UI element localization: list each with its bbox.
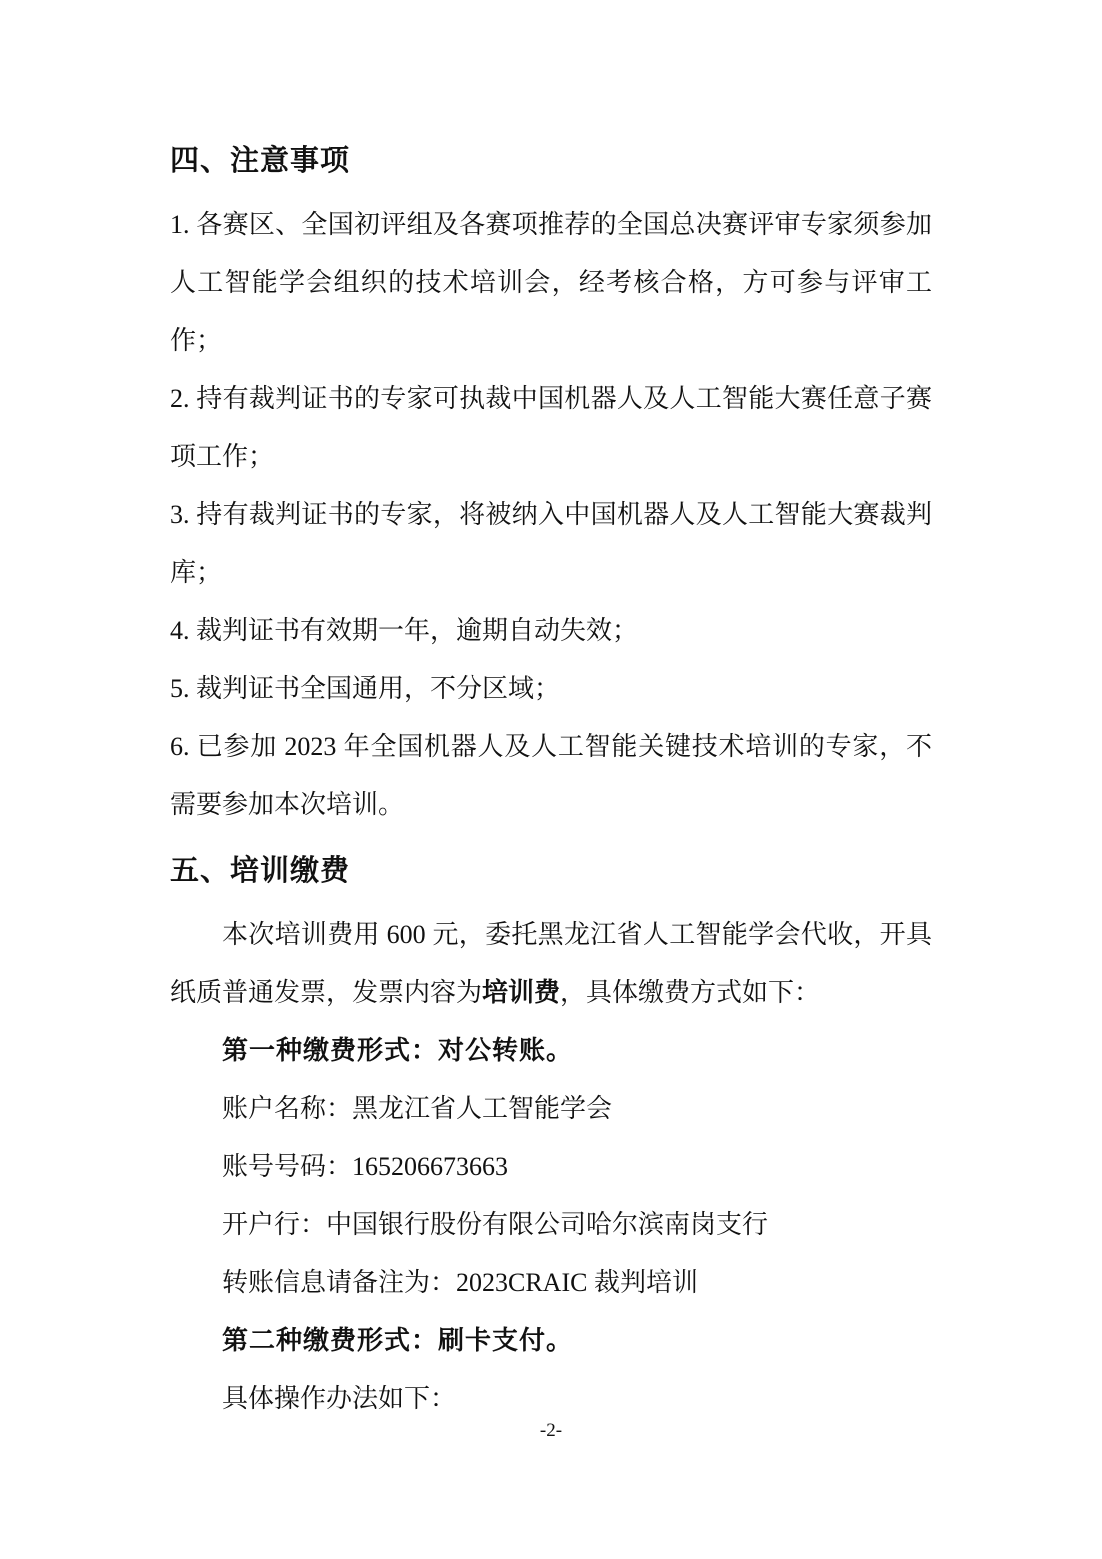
document-content (170, 132, 932, 1428)
payment-method1-heading: 第一种缴费形式：对公转账。 (222, 1036, 574, 1065)
payment-steps-intro: 具体操作办法如下： (222, 1384, 457, 1413)
payment-intro-part1: 本次培训费用 600 元，委托黑龙江省人工智能学会代收，开具纸质普通发票，发票内容为 (170, 920, 932, 1007)
notes-item-4: 4. 裁判证书有效期一年，逾期自动失效； (170, 616, 639, 645)
page-number: -2- (539, 1420, 563, 1441)
section-notes-heading: 四、注意事项 (170, 145, 351, 177)
notes-item-2: 2. 持有裁判证书的专家可执裁中国机器人及人工智能大赛任意子赛项工作； (170, 384, 932, 471)
payment-intro-invoice-item: 培训费 (482, 978, 561, 1007)
notes-item-1: 1. 各赛区、全国初评组及各赛项推荐的全国总决赛评审专家须参加人工智能学会组织的技术培训会，经考核合格，方可参与评审工作； (170, 210, 932, 355)
payment-method2-heading: 第二种缴费形式：刷卡支付。 (222, 1326, 574, 1355)
section-payment-heading: 五、培训缴费 (170, 855, 351, 887)
payment-account-number: 账号号码：165206673663 (222, 1152, 509, 1181)
payment-intro-paragraph (170, 906, 932, 1022)
payment-bank: 开户行：中国银行股份有限公司哈尔滨南岗支行 (222, 1210, 769, 1239)
payment-transfer-note: 转账信息请备注为：2023CRAIC 裁判培训 (222, 1268, 698, 1297)
notes-item-6: 6. 已参加 2023 年全国机器人及人工智能关键技术培训的专家，不需要参加本次培训。 (170, 732, 932, 819)
notes-item-3: 3. 持有裁判证书的专家，将被纳入中国机器人及人工智能大赛裁判库； (170, 500, 932, 587)
payment-account-name: 账户名称：黑龙江省人工智能学会 (222, 1094, 613, 1123)
payment-intro-part2: ，具体缴费方式如下： (560, 978, 821, 1007)
notes-item-5: 5. 裁判证书全国通用，不分区域； (170, 674, 561, 703)
